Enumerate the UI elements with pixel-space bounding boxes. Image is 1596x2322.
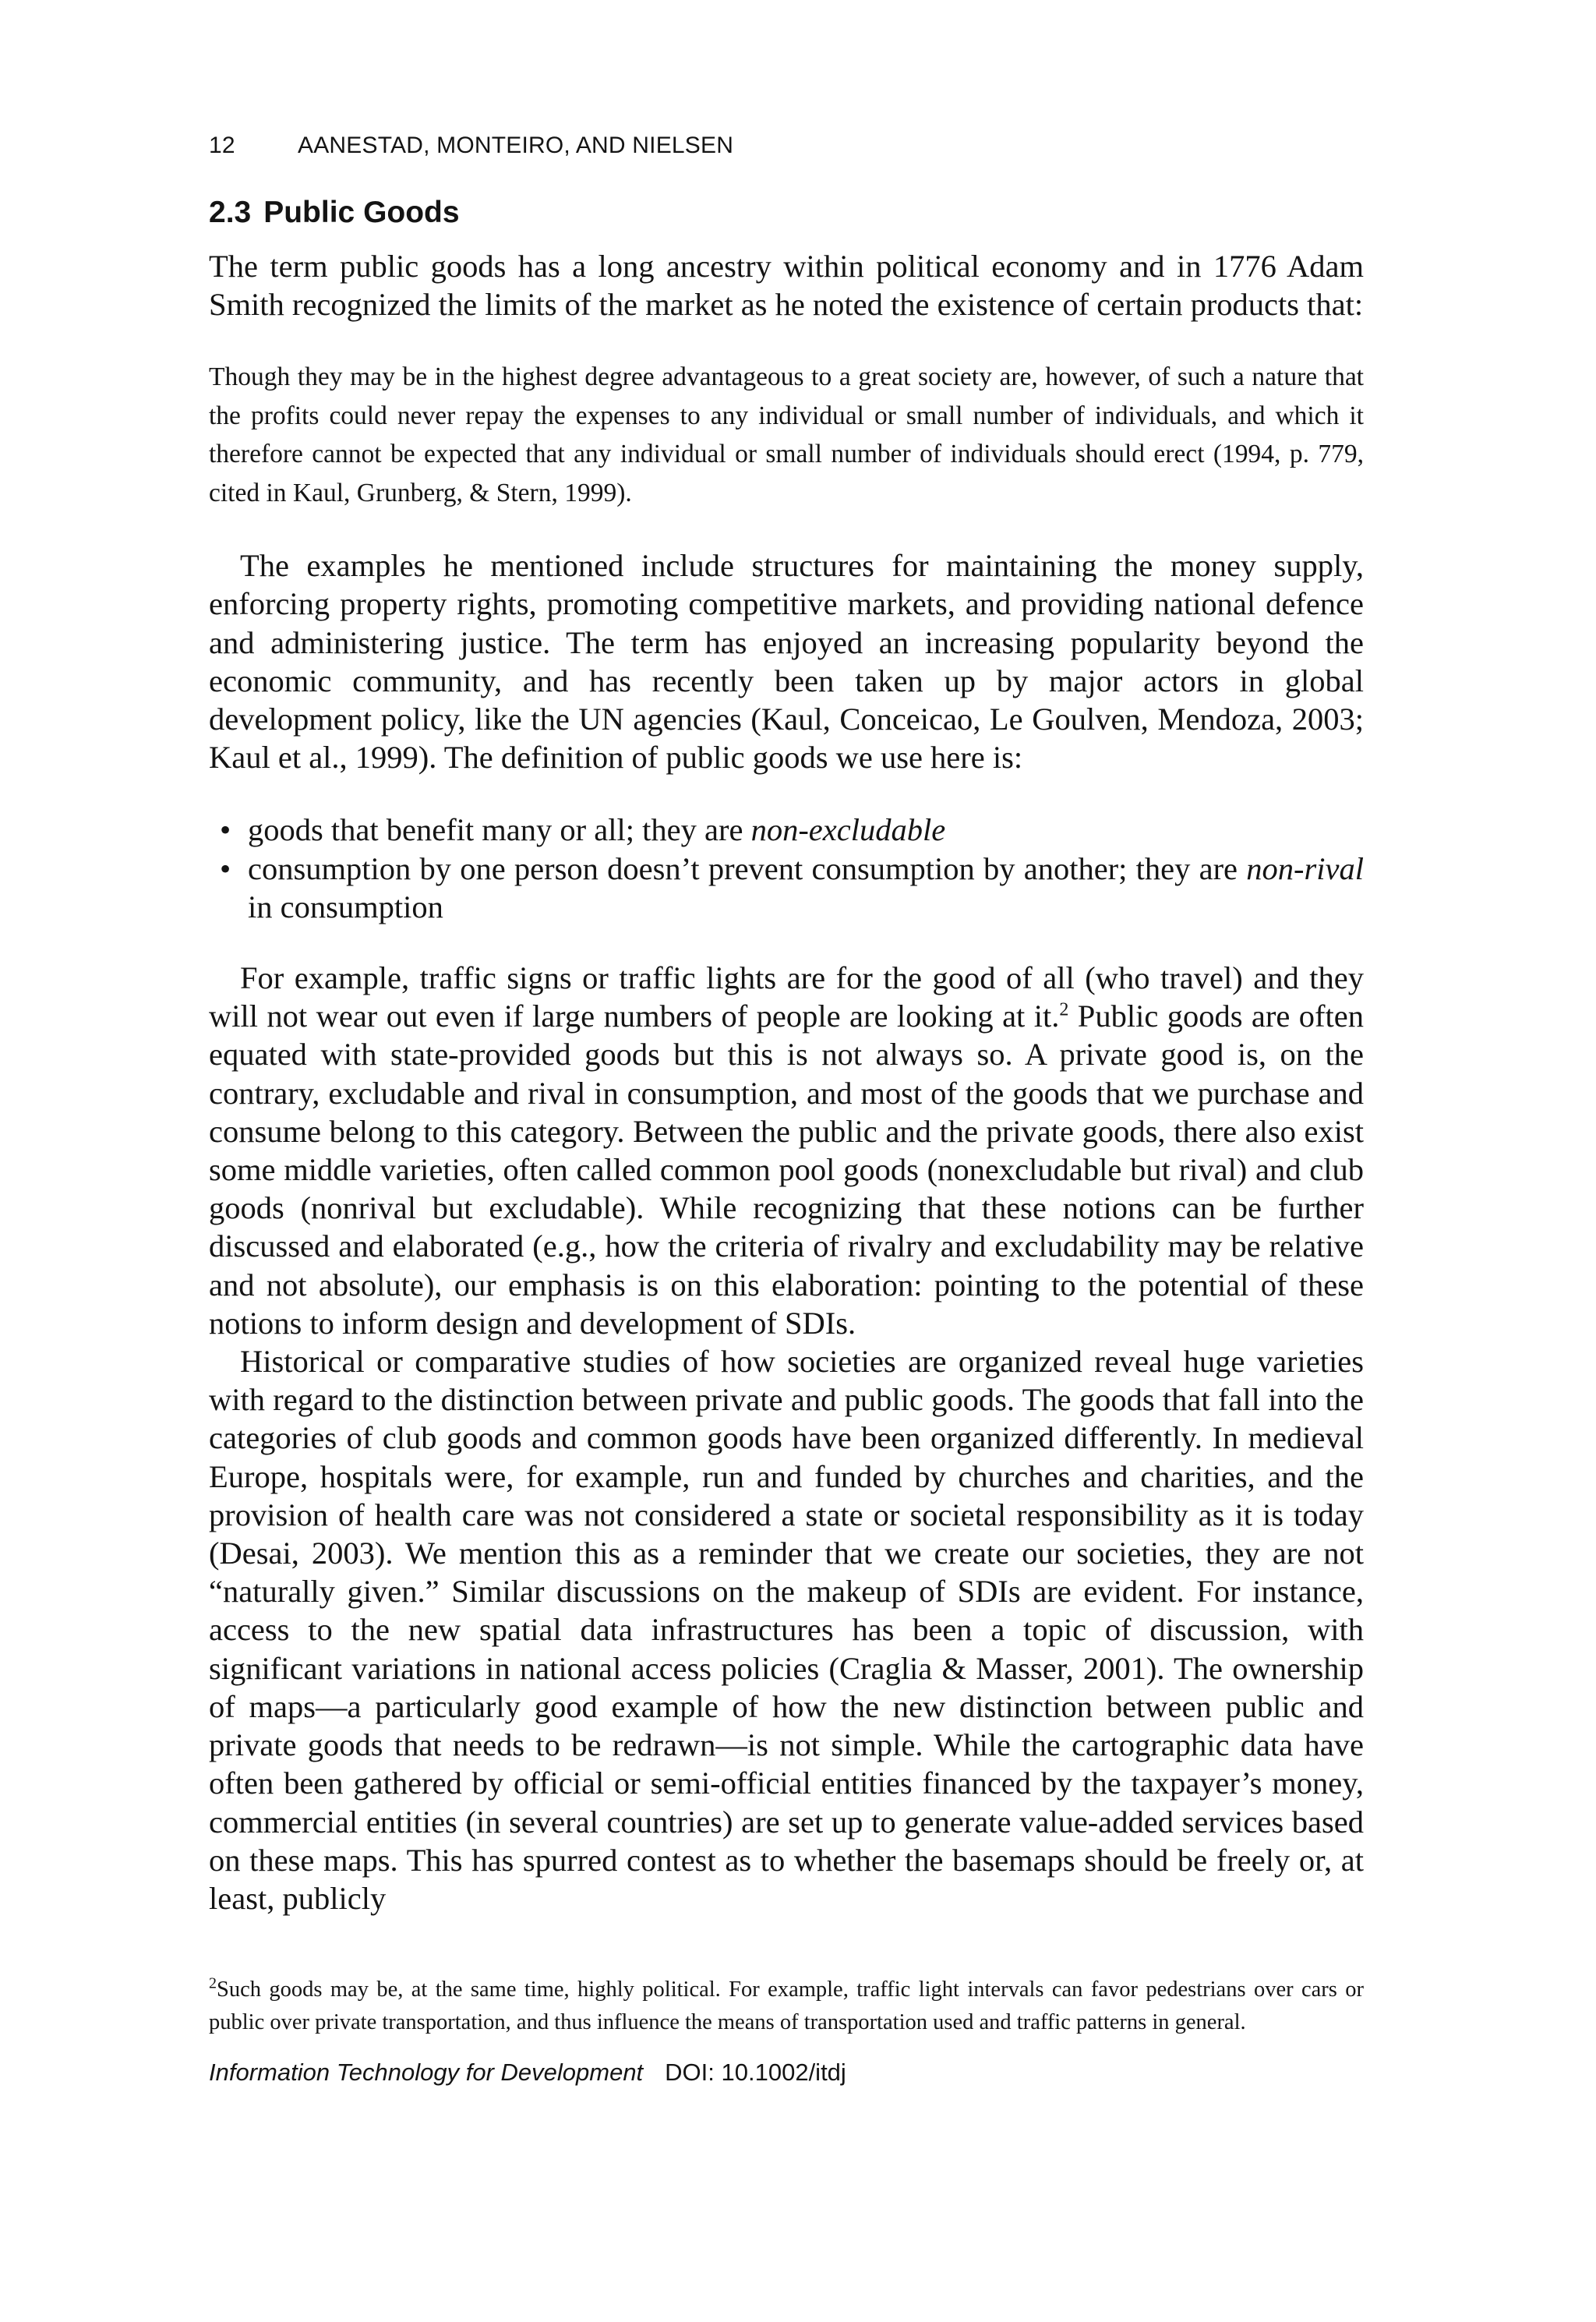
doi: DOI: 10.1002/itdj — [665, 2059, 846, 2087]
paragraph-text: For example, traffic signs or traffic lights are for the good of all (who travel) and they will not wear out even if large numbers of people are looking at it. — [209, 960, 1364, 1034]
page — [209, 133, 1364, 2087]
paragraph-text: Public goods are often equated with state-provided goods but this is not always so. A private good is, on the contrary, excludable and rival in consumption, and most of the goods that we purchase and consume belong to this category. Between the public and the private goods, there also exist some middle varieties, often called common pool goods (nonexcludable but rival) and club goods (nonrival but excludable). While recognizing that these notions can be further discussed and elaborated (e.g., how the criteria of rivalry and excludability may be relative and not absolute), our emphasis is on this elaboration: pointing to the potential of these notions to inform design and development of SDIs. — [209, 998, 1365, 1341]
list-item — [209, 811, 1364, 849]
bullet-icon: • — [220, 850, 231, 886]
journal-footer — [209, 2059, 1364, 2087]
list-item-emphasis: non-excludable — [750, 812, 946, 848]
paragraph-traffic-example — [209, 959, 1364, 1342]
paragraph-historical: Historical or comparative studies of how societies are organized reveal huge varieties with regard to the distinction between private and public goods. The goods that fall into the categories of club goods and common goods have been organized differently. In medieval Europe, hospitals were, for example, run and funded by churches and charities, and the provision of health care was not considered a state or societal responsibility as it is today (Desai, 2003). We mention this as a reminder that we create our societies, they are not “naturally given.” Similar discussions on the makeup of SDIs are evident. For instance, access to the new spatial data infrastructures has been a topic of discussion, with significant variations in national access policies (Craglia & Masser, 2001). The ownership of maps—a particularly good example of how the new distinction between public and private goods that needs to be redrawn—is not simple. While the cartographic data have often been gathered by official or semi-official entities financed by the taxpayer’s money, commercial entities (in several countries) are set up to generate value-added services based on these maps. This has spurred contest as to whether the basemaps should be freely or, at least, publicly — [209, 1344, 1364, 1916]
list-item-text: goods that benefit many or all; they are — [248, 812, 751, 848]
bullet-icon: • — [220, 812, 231, 848]
block-quote: Though they may be in the highest degree advantageous to a great society are, however, of such a nature that the profits could never repay the expenses to any individual or small number of individuals, and which it therefore cannot be expected that any individual or small number of individuals should erect (1994, p. 779, cited in Kaul, Grunberg, & Stern, 1999). — [209, 362, 1364, 507]
section-number: 2.3 — [209, 196, 252, 229]
section-heading — [209, 195, 1364, 231]
paragraph-examples: The examples he mentioned include structures for maintaining the money supply, enforcing property rights, promoting competitive markets, and providing national defence and administering justice. The term has enjoyed an increasing popularity beyond the economic community, and has recently been taken up by major actors in global development policy, like the UN agencies (Kaul, Conceicao, Le Goulven, Mendoza, 2003; Kaul et al., 1999). The definition of public goods we use here is: — [209, 548, 1364, 776]
footnote — [209, 1974, 1364, 2038]
footnote-text: Such goods may be, at the same time, highly political. For example, traffic light intervals can favor pedestrians over cars or public over private transportation, and thus influence the means of transportation used and traffic patterns in general. — [209, 1977, 1364, 2034]
footnote-number: 2 — [209, 1974, 217, 1992]
page-number: 12 — [209, 133, 235, 158]
section-title: Public Goods — [263, 196, 460, 229]
list-item — [209, 850, 1364, 926]
list-item-tail: in consumption — [248, 889, 443, 924]
list-item-text: consumption by one person doesn’t prevent consumption by another; they are — [248, 850, 1247, 886]
definition-list — [209, 811, 1364, 926]
journal-name: Information Technology for Development — [209, 2059, 644, 2087]
list-item-emphasis: non-rival — [1246, 850, 1364, 886]
paragraph-intro: The term public goods has a long ancestry within political economy and in 1776 Adam Smith recognized the limits of the market as he noted the existence of certain products that: — [209, 248, 1364, 322]
running-head — [209, 133, 1364, 167]
running-head-authors: AANESTAD, MONTEIRO, AND NIELSEN — [298, 133, 734, 158]
footnote-reference[interactable]: 2 — [1059, 999, 1069, 1020]
